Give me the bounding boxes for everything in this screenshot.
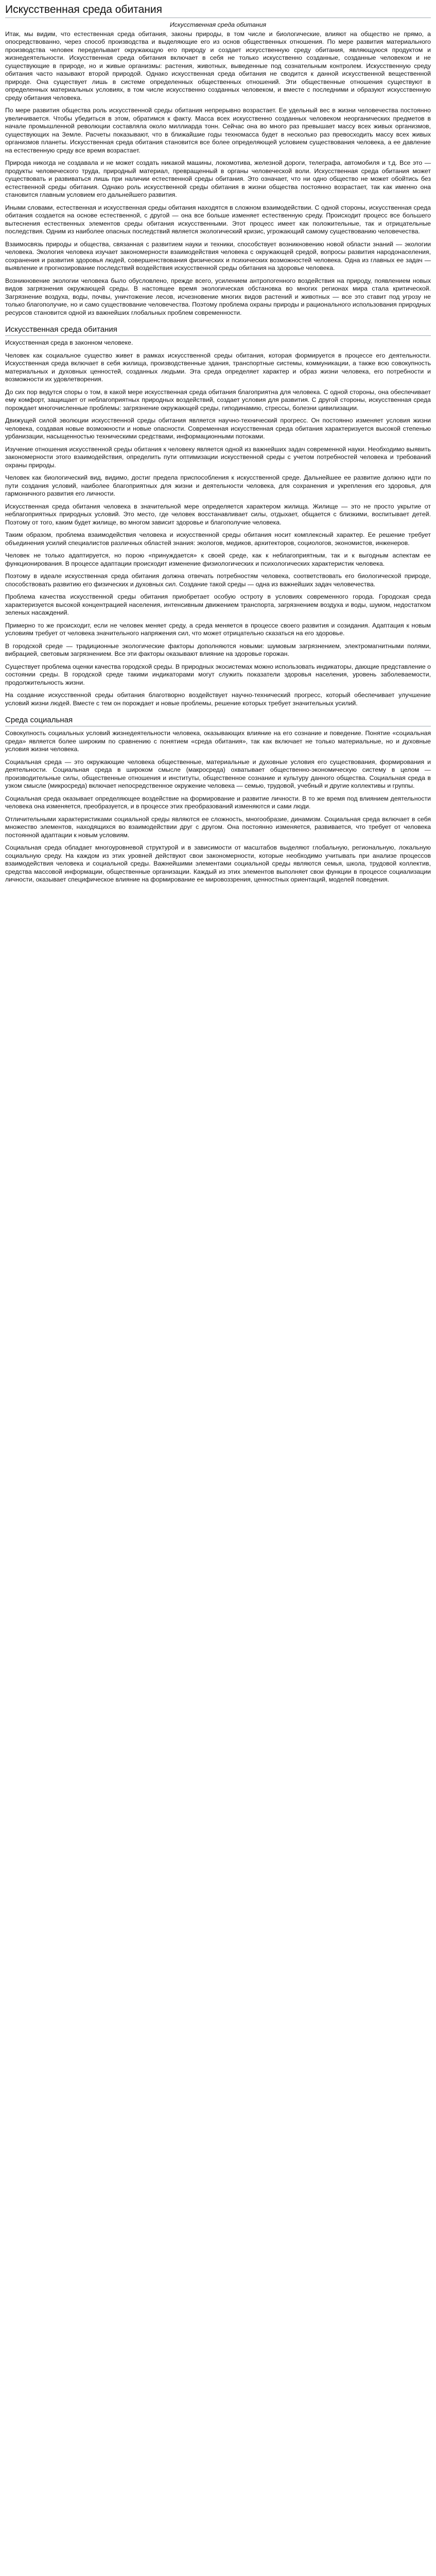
section-paragraph: Человек как биологический вид, видимо, достиг предела приспособления к искусственной среде. Дальнейшее ее развитие должно идти по пути создания условий, наиболее благоприятных для жизни и деятельности человека, для сохранения и укрепления его здоровья, для гармоничного развития его личности.	[5, 474, 431, 497]
intro-paragraph: По мере развития общества роль искусственной среды обитания непрерывно возрастает. Ее удельный вес в жизни человечества постоянно увеличивается. Чтобы убедиться в этом, обратимся к факту. Масса всех искусственно созданных человеком неорганических предметов в начале промышленной революции составляла около миллиарда тонн. Сейчас она во много раз превышает массу всех живых организмов, существующих на Земле. Расчеты показывают, что в ближайшие годы техномасса будет в несколько раз превосходить массу всех живых организмов планеты. Искусственная среда обитания становится все более определяющей условием существования человека, а ее давление на естественную среду все время возрастает.	[5, 107, 431, 154]
intro-paragraph: Взаимосвязь природы и общества, связанная с развитием науки и техники, способствует возникновению новой области знаний — экологии человека. Экология человека изучает закономерности взаимодействия человека с окружающей средой, вопросы развития народонаселения, сохранения и развития здоровья людей, совершенствования физических и психических возможностей человека. Одна из главных ее задач — выявление и прогнозирование последствий воздействия искусственной среды обитания на здоровье человека.	[5, 240, 431, 272]
section-paragraph: Отличительными характеристиками социальной среды являются ее сложность, многообразие, динамизм. Социальная среда включает в себя множество элементов, находящихся во взаимодействии друг с другом. Она постоянно изменяется, развивается, что требует от человека постоянной адаптации к новым условиям.	[5, 815, 431, 839]
section-paragraph: Движущей силой эволюции искусственной среды обитания является научно-технический прогресс. Он постоянно изменяет условия жизни человека, создавая новые возможности и новые опасности. Современная искусственная среда обитания характеризуется высокой степенью урбанизации, насыщенностью техническими средствами, информационными потоками.	[5, 417, 431, 440]
intro-paragraph: Иными словами, естественная и искусственная среды обитания находятся в сложном взаимодействии. С одной стороны, искусственная среда обитания создается на основе естественной, с другой — она все больше изменяет естественную среду. Происходит процесс все большего вытеснения естественных элементов среды обитания искусственными. Этот процесс имеет как положительные, так и отрицательные последствия. Одним из наиболее опасных последствий является экологический кризис, угрожающий самому существованию человечества.	[5, 204, 431, 235]
intro-paragraph: Природа никогда не создавала и не может создать никакой машины, локомотива, железной дороги, телеграфа, автомобиля и т.д. Все это — продукты человеческого труда, природный материал, превращенный в органы человеческой воли. Искусственная среда обитания может существовать и развиваться лишь при наличии естественной среды обитания. Это означает, что ни одно общество не может обойтись без естественной среды обитания. Однако роль искусственной среды обитания в жизни общества постоянно возрастает, так как именно она становится главным условием его дальнейшего развития.	[5, 159, 431, 198]
intro-paragraph: Итак, мы видим, что естественная среда обитания, законы природы, в том числе и биологические, влияют на общество не прямо, а опосредствованно, через способ производства и выделяющие его из основ общественных отношения. По мере развития материального производства человек переделывает окружающую его природу и создает искусственную среду обитания, являющуюся продуктом и жизнедеятельности. Искусственная среда обитания включает в себя не только искусственно созданные, созданные человеком и не существующие в природе, но и живые организмы: растения, животных, выведенные под сознательным контролем. Искусственную среду обитания часто называют второй природой. Однако искусственная среда обитания не сводится к данной искусственной вещественной природе. Она существует лишь в системе определенных общественных отношений. Эти общественные отношения существуют в определенных материальных условиях, в том числе искусственно созданных человеком, и вместе с последними и образуют искусственную среду обитания человека.	[5, 30, 431, 101]
intro-paragraph: Возникновение экологии человека было обусловлено, прежде всего, усилением антропогенного воздействия на природу, появлением новых видов загрязнения окружающей среды. В настоящее время экологическая обстановка во многих регионах мира стала критической. Загрязнение воздуха, воды, почвы, уничтожение лесов, исчезновение многих видов растений и животных — все это ставит под угрозу не только благополучие, но и само существование человечества. Поэтому проблема охраны природы и рационального использования природных ресурсов становится одной из важнейших глобальных проблем современности.	[5, 277, 431, 316]
page-subtitle: Искусственная среда обитания	[169, 21, 267, 28]
section-paragraph: На создание искусственной среды обитания благотворно воздействует научно-технический прогресс, который обеспечивает улучшение условий жизни людей. Вместе с тем он порождает и новые проблемы, решение которых требует значительных усилий.	[5, 691, 431, 707]
section-paragraph: Таким образом, проблема взаимодействия человека и искусственной среды обитания носит комплексный характер. Ее решение требует объединения усилий специалистов различных областей знания: экологов, медиков, архитекторов, социологов, экономистов, инженеров.	[5, 531, 431, 547]
page-title: Искусственная среда обитания	[5, 3, 431, 18]
section-paragraph: В городской среде — традиционные экологические факторы дополняются новыми: шумовым загрязнением, электромагнитными полями, вибрацией, световым загрязнением. Все эти факторы оказывают влияние на здоровье горожан.	[5, 642, 431, 657]
section-heading: Среда социальная	[5, 716, 431, 726]
intro-section	[5, 30, 431, 317]
section-paragraph: Поэтому в идеале искусственная среда обитания должна отвечать потребностям человека, соответствовать его биологической природе, способствовать развитию его физических и духовных сил. Создание такой среды — одна из важнейших задач человечества.	[5, 572, 431, 588]
section-paragraph: Изучение отношения искусственной среды обитания к человеку является одной из важнейших задач современной науки. Необходимо выявить закономерности этого взаимодействия, определить пути оптимизации искусственной среды с учетом потребностей человека и требований охраны природы.	[5, 445, 431, 469]
section-paragraph: До сих пор ведутся споры о том, в какой мере искусственная среда обитания благоприятна для человека. С одной стороны, она обеспечивает ему комфорт, защищает от неблагоприятных природных воздействий, создает условия для развития. С другой стороны, искусственная среда порождает многочисленные проблемы: загрязнение окружающей среды, гиподинамию, стрессы, болезни цивилизации.	[5, 388, 431, 412]
section-paragraph: Существует проблема оценки качества городской среды. В природных экосистемах можно использовать индикаторы, дающие представление о состоянии среды. В городской среде такими индикаторами могут служить показатели здоровья населения, уровень заболеваемости, продолжительность жизни.	[5, 663, 431, 686]
article-sections	[5, 325, 431, 884]
section-lead: Искусственная среда в законном человеке.	[5, 339, 133, 346]
section-paragraph: Примерно то же происходит, если не человек меняет среду, а среда меняется в процессе своего развития и созидания. Адаптация к новым условиям требует от человека значительного напряжения сил, что может отрицательно сказаться на его здоровье.	[5, 621, 431, 637]
section-paragraph: Социальная среда оказывает определяющее воздействие на формирование и развитие личности. В то же время под влиянием деятельности человека она изменяется, преобразуется, и в процессе этих преобразований изменяются и сами люди.	[5, 794, 431, 810]
article-page	[0, 0, 436, 899]
section-paragraph: Совокупность социальных условий жизнедеятельности человека, оказывающих влияние на его сознание и поведение. Понятие «социальная среда» является более широким по сравнению с понятием «среда обитания», так как включает не только материальные, но и духовные условия жизни человека.	[5, 730, 431, 753]
section-paragraph: Человек как социальное существо живет в рамках искусственной среды обитания, которая формируется в процессе его деятельности. Искусственная среда включает в себя жилища, производственные здания, транспортные системы, коммуникации, а также всю совокупность материальных и духовных ценностей, созданных людьми. Эта среда определяет характер и образ жизни человека, его потребности и возможности их удовлетворения.	[5, 351, 431, 383]
section-paragraph: Социальная среда — это окружающие человека общественные, материальные и духовные условия его существования, формирования и деятельности. Социальная среда в широком смысле (макросреда) охватывает общественно-экономическую систему в целом — производительные силы, общественные отношения и институты, общественное сознание и культуру данного общества. Социальная среда в узком смысле (микросреда) включает непосредственное окружение человека — семью, трудовой, учебный и другие коллективы и группы.	[5, 758, 431, 789]
section-paragraph: Искусственная среда обитания человека в значительной мере определяется характером жилища. Жилище — это не просто укрытие от неблагоприятных природных условий. Это место, где человек восстанавливает силы, отдыхает, общается с близкими, воспитывает детей. Поэтому от того, каким будет жилище, во многом зависит здоровье и благополучие человека.	[5, 502, 431, 526]
section-heading: Искусственная среда обитания	[5, 325, 431, 336]
section-paragraph: Социальная среда обладает многоуровневой структурой и в зависимости от масштабов выделяют глобальную, региональную, локальную социальную среду. На каждом из этих уровней действуют свои закономерности, которые необходимо учитывать при анализе процессов взаимодействия человека и социальной среды. Важнейшими элементами социальной среды являются семья, школа, трудовой коллектив, средства массовой информации, общественные организации. Каждый из этих элементов выполняет свои функции в процессе социализации личности, оказывает специфическое влияние на формирование ее мировоззрения, ценностных ориентаций, моделей поведения.	[5, 844, 431, 883]
section-paragraph: Проблема качества искусственной среды обитания приобретает особую остроту в условиях современного города. Городская среда характеризуется высокой концентрацией населения, интенсивным движением транспорта, загрязнением воздуха и воды, шумом, недостатком зеленых насаждений.	[5, 593, 431, 616]
section-paragraph: Человек не только адаптируется, но порою «принуждается» к своей среде, как к неблагоприятным, так и к выгодным аспектам ее функционирования. В процессе адаптации происходит изменение физиологических и психологических характеристик человека.	[5, 552, 431, 567]
